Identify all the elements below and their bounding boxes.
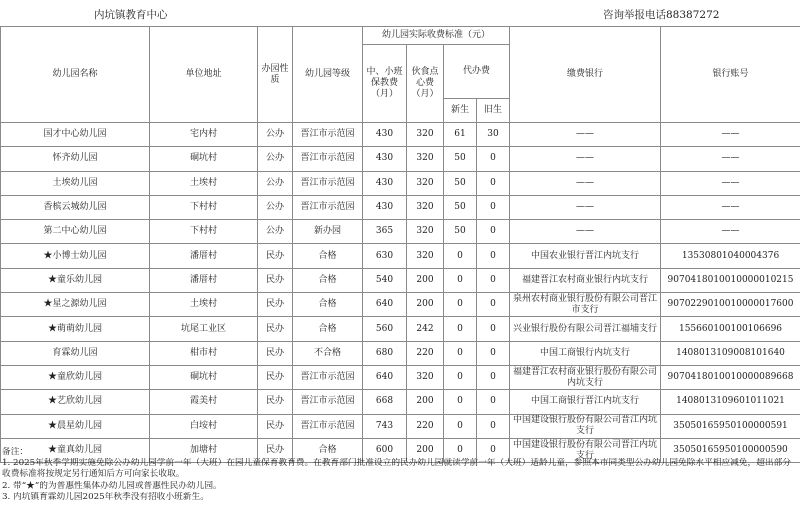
new-student-fee: 50 bbox=[444, 220, 477, 244]
col-address: 单位地址 bbox=[150, 27, 258, 123]
level: 合格 bbox=[293, 293, 363, 317]
level: 合格 bbox=[293, 317, 363, 341]
nature: 民办 bbox=[258, 438, 293, 462]
address: 霞美村 bbox=[150, 390, 258, 414]
note-3: 3. 内坑镇育霖幼儿园2025年秋季没有招收小班新生。 bbox=[2, 491, 209, 502]
new-student-fee: 61 bbox=[444, 123, 477, 147]
care-fee: 365 bbox=[363, 220, 407, 244]
address: 坑尾工业区 bbox=[150, 317, 258, 341]
hotline: 咨询举报电话88387272 bbox=[603, 9, 720, 21]
col-fee-group: 幼儿园实际收费标准（元） bbox=[363, 27, 510, 45]
nature: 公办 bbox=[258, 123, 293, 147]
new-student-fee: 0 bbox=[444, 341, 477, 365]
care-fee: 668 bbox=[363, 390, 407, 414]
care-fee: 560 bbox=[363, 317, 407, 341]
address: 宅内村 bbox=[150, 123, 258, 147]
page-header bbox=[0, 0, 800, 26]
kindergarten-name: ★萌萌幼儿园 bbox=[1, 317, 150, 341]
meal-fee: 220 bbox=[407, 341, 444, 365]
nature: 民办 bbox=[258, 365, 293, 389]
address: 硐坑村 bbox=[150, 365, 258, 389]
kindergarten-name: ★童真幼儿园 bbox=[1, 438, 150, 462]
old-student-fee: 0 bbox=[477, 365, 510, 389]
level: 不合格 bbox=[293, 341, 363, 365]
account: 35050165950100000590 bbox=[661, 438, 800, 462]
old-student-fee: 0 bbox=[477, 195, 510, 219]
table-row bbox=[1, 365, 800, 389]
kindergarten-name: ★童欣幼儿园 bbox=[1, 365, 150, 389]
level: 晋江市示范园 bbox=[293, 365, 363, 389]
old-student-fee: 30 bbox=[477, 123, 510, 147]
note-2: 2. 带“★”的为普惠性集体办幼儿园或普惠性民办幼儿园。 bbox=[2, 480, 222, 491]
col-level: 幼儿园等级 bbox=[293, 27, 363, 123]
note-1: 1. 2025年秋季学期实施免除公办幼儿园学前一年（大班）在园儿童保育教育费。在教育部门批准设立的民办幼儿园就读学前一年（大班）适龄儿童，参照本市同类型公办幼儿园免除水平相应减免，超出部分收费标准将按规定另行通知后方可向家长收取。 bbox=[2, 458, 791, 480]
address: 土埃村 bbox=[150, 171, 258, 195]
meal-fee: 200 bbox=[407, 293, 444, 317]
care-fee: 430 bbox=[363, 171, 407, 195]
account: 13530801040004376 bbox=[661, 244, 800, 268]
bank: —— bbox=[510, 171, 661, 195]
new-student-fee: 0 bbox=[444, 244, 477, 268]
nature: 民办 bbox=[258, 244, 293, 268]
new-student-fee: 50 bbox=[444, 147, 477, 171]
level: 晋江市示范园 bbox=[293, 147, 363, 171]
level: 合格 bbox=[293, 244, 363, 268]
care-fee: 430 bbox=[363, 123, 407, 147]
level: 合格 bbox=[293, 438, 363, 462]
account: 9070229010010000017600 bbox=[661, 293, 800, 317]
account: 9070418010010000010215 bbox=[661, 268, 800, 292]
kindergarten-name: ★晨星幼儿园 bbox=[1, 414, 150, 438]
address: 下村村 bbox=[150, 220, 258, 244]
bank: 中国建设银行股份有限公司晋江内坑支行 bbox=[510, 438, 661, 462]
org-name: 内坑镇教育中心 bbox=[94, 9, 168, 21]
bank: 中国建设银行股份有限公司晋江内坑支行 bbox=[510, 414, 661, 438]
nature: 公办 bbox=[258, 220, 293, 244]
bank: 中国工商银行内坑支行 bbox=[510, 341, 661, 365]
account: —— bbox=[661, 195, 800, 219]
account: —— bbox=[661, 220, 800, 244]
care-fee: 430 bbox=[363, 147, 407, 171]
kindergarten-name: 土埃幼儿园 bbox=[1, 171, 150, 195]
table-row bbox=[1, 341, 800, 365]
kindergarten-name: ★艺欣幼儿园 bbox=[1, 390, 150, 414]
bank: 兴业银行股份有限公司晋江福埔支行 bbox=[510, 317, 661, 341]
meal-fee: 320 bbox=[407, 123, 444, 147]
table-row bbox=[1, 244, 800, 268]
address: 下村村 bbox=[150, 195, 258, 219]
meal-fee: 320 bbox=[407, 365, 444, 389]
account: —— bbox=[661, 147, 800, 171]
kindergarten-name: 第二中心幼儿园 bbox=[1, 220, 150, 244]
address: 加塘村 bbox=[150, 438, 258, 462]
kindergarten-name: 国才中心幼儿园 bbox=[1, 123, 150, 147]
bank: 中国农业银行晋江内坑支行 bbox=[510, 244, 661, 268]
new-student-fee: 0 bbox=[444, 365, 477, 389]
address: 潘厝村 bbox=[150, 268, 258, 292]
table-row bbox=[1, 268, 800, 292]
care-fee: 600 bbox=[363, 438, 407, 462]
old-student-fee: 0 bbox=[477, 341, 510, 365]
nature: 民办 bbox=[258, 414, 293, 438]
address: 潘厝村 bbox=[150, 244, 258, 268]
old-student-fee: 0 bbox=[477, 147, 510, 171]
care-fee: 540 bbox=[363, 268, 407, 292]
bank: —— bbox=[510, 220, 661, 244]
table-row bbox=[1, 293, 800, 317]
col-agency-fee: 代办费 bbox=[444, 45, 510, 99]
notes bbox=[2, 447, 798, 503]
table-row bbox=[1, 220, 800, 244]
table-row bbox=[1, 390, 800, 414]
kindergarten-name: 育霖幼儿园 bbox=[1, 341, 150, 365]
bank: —— bbox=[510, 147, 661, 171]
nature: 民办 bbox=[258, 317, 293, 341]
new-student-fee: 0 bbox=[444, 268, 477, 292]
table-row bbox=[1, 171, 800, 195]
table-row bbox=[1, 195, 800, 219]
care-fee: 640 bbox=[363, 293, 407, 317]
level: 新办园 bbox=[293, 220, 363, 244]
bank: 中国工商银行晋江内坑支行 bbox=[510, 390, 661, 414]
address: 硐坑村 bbox=[150, 147, 258, 171]
meal-fee: 320 bbox=[407, 195, 444, 219]
nature: 公办 bbox=[258, 171, 293, 195]
old-student-fee: 0 bbox=[477, 171, 510, 195]
meal-fee: 320 bbox=[407, 220, 444, 244]
bank: 福建晋江农村商业银行内坑支行 bbox=[510, 268, 661, 292]
table-row bbox=[1, 123, 800, 147]
fee-table bbox=[0, 26, 800, 463]
account: 1408013109601011021 bbox=[661, 390, 800, 414]
new-student-fee: 0 bbox=[444, 317, 477, 341]
account: 9070418010010000089668 bbox=[661, 365, 800, 389]
col-old-student: 旧生 bbox=[477, 99, 510, 123]
old-student-fee: 0 bbox=[477, 414, 510, 438]
old-student-fee: 0 bbox=[477, 390, 510, 414]
account: —— bbox=[661, 171, 800, 195]
bank: —— bbox=[510, 195, 661, 219]
kindergarten-name: ★星之源幼儿园 bbox=[1, 293, 150, 317]
col-new-student: 新生 bbox=[444, 99, 477, 123]
meal-fee: 320 bbox=[407, 244, 444, 268]
table-row bbox=[1, 414, 800, 438]
kindergarten-name: ★小博士幼儿园 bbox=[1, 244, 150, 268]
meal-fee: 200 bbox=[407, 268, 444, 292]
meal-fee: 200 bbox=[407, 390, 444, 414]
bank: 福建晋江农村商业银行股份有限公司内坑支行 bbox=[510, 365, 661, 389]
level: 晋江市示范园 bbox=[293, 390, 363, 414]
care-fee: 680 bbox=[363, 341, 407, 365]
col-name: 幼儿园名称 bbox=[1, 27, 150, 123]
new-student-fee: 0 bbox=[444, 390, 477, 414]
address: 白垵村 bbox=[150, 414, 258, 438]
notes-title: 备注： bbox=[2, 447, 29, 457]
table-row bbox=[1, 147, 800, 171]
kindergarten-name: 香槟云城幼儿园 bbox=[1, 195, 150, 219]
bank: —— bbox=[510, 123, 661, 147]
care-fee: 430 bbox=[363, 195, 407, 219]
new-student-fee: 0 bbox=[444, 414, 477, 438]
meal-fee: 320 bbox=[407, 147, 444, 171]
level: 晋江市示范园 bbox=[293, 414, 363, 438]
col-meal-fee: 伙食点心费（月） bbox=[407, 45, 444, 123]
care-fee: 640 bbox=[363, 365, 407, 389]
account: 35050165950100000591 bbox=[661, 414, 800, 438]
account: —— bbox=[661, 123, 800, 147]
kindergarten-name: 怀齐幼儿园 bbox=[1, 147, 150, 171]
table-row bbox=[1, 317, 800, 341]
col-account: 银行账号 bbox=[661, 27, 800, 123]
nature: 民办 bbox=[258, 390, 293, 414]
nature: 公办 bbox=[258, 147, 293, 171]
col-care-fee: 中、小班保教费（月） bbox=[363, 45, 407, 123]
meal-fee: 242 bbox=[407, 317, 444, 341]
col-bank: 缴费银行 bbox=[510, 27, 661, 123]
kindergarten-name: ★童乐幼儿园 bbox=[1, 268, 150, 292]
account: 1408013109008101640 bbox=[661, 341, 800, 365]
address: 土埃村 bbox=[150, 293, 258, 317]
new-student-fee: 0 bbox=[444, 293, 477, 317]
new-student-fee: 50 bbox=[444, 171, 477, 195]
new-student-fee: 50 bbox=[444, 195, 477, 219]
account: 155660100100106696 bbox=[661, 317, 800, 341]
old-student-fee: 0 bbox=[477, 220, 510, 244]
old-student-fee: 0 bbox=[477, 317, 510, 341]
care-fee: 630 bbox=[363, 244, 407, 268]
meal-fee: 220 bbox=[407, 414, 444, 438]
col-nature: 办园性质 bbox=[258, 27, 293, 123]
nature: 民办 bbox=[258, 268, 293, 292]
level: 晋江市示范园 bbox=[293, 171, 363, 195]
care-fee: 743 bbox=[363, 414, 407, 438]
nature: 公办 bbox=[258, 195, 293, 219]
old-student-fee: 0 bbox=[477, 268, 510, 292]
old-student-fee: 0 bbox=[477, 438, 510, 462]
nature: 民办 bbox=[258, 341, 293, 365]
level: 晋江市示范园 bbox=[293, 123, 363, 147]
bank: 泉州农村商业银行股份有限公司晋江市支行 bbox=[510, 293, 661, 317]
new-student-fee: 0 bbox=[444, 438, 477, 462]
nature: 民办 bbox=[258, 293, 293, 317]
meal-fee: 200 bbox=[407, 438, 444, 462]
address: 柑市村 bbox=[150, 341, 258, 365]
old-student-fee: 0 bbox=[477, 244, 510, 268]
level: 合格 bbox=[293, 268, 363, 292]
meal-fee: 320 bbox=[407, 171, 444, 195]
old-student-fee: 0 bbox=[477, 293, 510, 317]
level: 晋江市示范园 bbox=[293, 195, 363, 219]
